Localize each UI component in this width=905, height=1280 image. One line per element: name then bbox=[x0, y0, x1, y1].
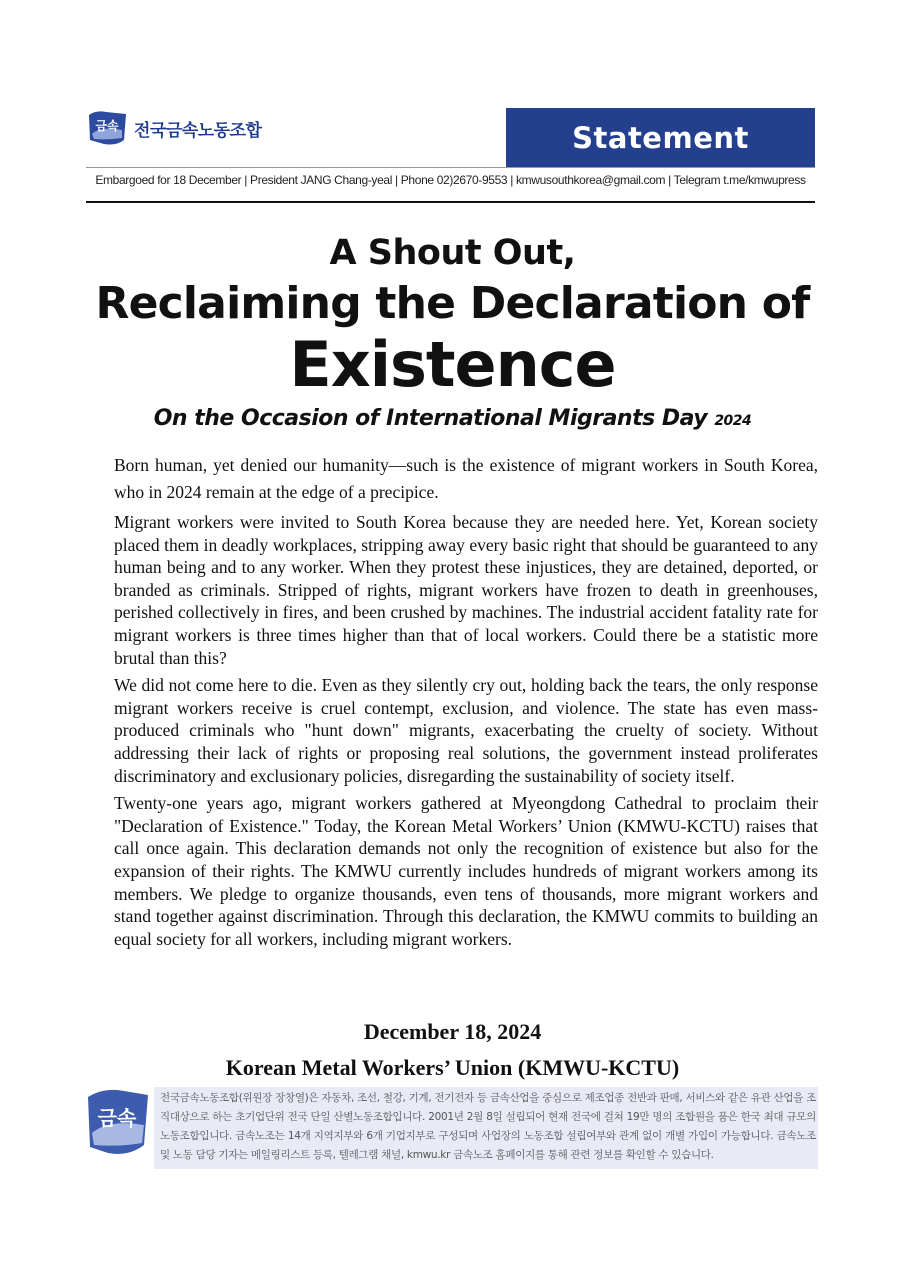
union-emblem-icon bbox=[86, 110, 128, 146]
subtitle-text: On the Occasion of International Migrants Day bbox=[153, 406, 708, 431]
subtitle bbox=[0, 406, 905, 431]
footer-emblem-icon bbox=[84, 1087, 152, 1159]
body-paragraph: Migrant workers were invited to South Korea because they are needed here. Yet, Korean society placed them in deadly workplaces, stripping away every basic right that should be guaranteed to any human being and to any worker. When they protest these injustices, they are detained, deported, or branded as criminals. Stripped of rights, migrant workers have frozen to death in greenhouses, perished collectively in fires, and been crushed by machines. The industrial accident fatality rate for migrant workers is three times higher than that of local workers. Could there be a statistic more brutal than this? bbox=[114, 512, 818, 668]
union-logo-text: 전국금속노동조합 bbox=[134, 120, 262, 141]
statement-label: Statement bbox=[506, 108, 815, 167]
footer-text: 전국금속노동조합(위원장 장창열)은 자동차, 조선, 철강, 기계, 전기전자 등 금속산업을 중심으로 제조업종 전반과 판매, 서비스와 같은 유관 산업을 조직대상으로 하는 초기업단위 전국 단일 산별노동조합입니다. 2001년 2월 8일 설립되어 현재 전국에 걸쳐 19만 명의 조합원을 품은 한국 최대 규모의 노동조합입니다. 금속노조는 14개 지역지부와 6개 기업지부로 구성되며 사업장의 노동조합 설립여부와 관계 없이 개별 가입이 가능합니다. 금속노조 및 노동 담당 기자는 메일링리스트 등록, 텔레그램 채널, kmwu.kr 금속노조 홈페이지를 통해 관련 정보를 확인할 수 있습니다. bbox=[160, 1092, 816, 1161]
title-line-2: Reclaiming the Declaration of bbox=[95, 278, 810, 329]
svg-text:금속: 금속 bbox=[97, 1106, 137, 1130]
statement-date: December 18, 2024 bbox=[363, 1019, 542, 1044]
svg-text:금속: 금속 bbox=[95, 119, 119, 133]
body-paragraph: Twenty-one years ago, migrant workers gathered at Myeongdong Cathedral to proclaim their "Declaration of Existence." Today, the Korean Metal Workers’ Union (KMWU-KCTU) raises that call once again. This declaration demands not only the recognition of existence but also for the expansion of their rights. The KMWU currently includes hundreds of migrant workers among its members. We pledge to organize thousands, even tens of thousands, more migrant workers and stand together against discrimination. Through this declaration, the KMWU commits to building an equal society for all workers, including migrant workers. bbox=[114, 793, 818, 949]
header-divider bbox=[86, 167, 815, 168]
subtitle-year: 2024 bbox=[714, 413, 752, 429]
title-line-1: A Shout Out, bbox=[329, 233, 576, 273]
statement-body bbox=[114, 452, 818, 955]
body-paragraph: We did not come here to die. Even as they silently cry out, holding back the tears, the only response migrant workers receive is cruel contempt, exclusion, and violence. The state has even mass-produced criminals who "hunt down" migrants, exacerbating the cruelty of society. Without addressing their lack of rights or proposing real solutions, the government instead proliferates discriminatory and exclusionary policies, disregarding the sustainability of society itself. bbox=[114, 675, 818, 786]
header-divider-bold bbox=[86, 201, 815, 203]
organization-name: Korean Metal Workers’ Union (KMWU-KCTU) bbox=[225, 1055, 680, 1080]
body-paragraph: Born human, yet denied our humanity―such is the existence of migrant workers in South Korea, who in 2024 remain at the edge of a precipice. bbox=[114, 455, 818, 502]
union-logo bbox=[86, 110, 261, 146]
title-line-3: Existence bbox=[289, 328, 616, 401]
contact-line: Embargoed for 18 December | President JANG Chang-yeal | Phone 02)2670-9553 | kmwusouthkorea@gmail.com | Telegram t.me/kmwupress bbox=[95, 173, 806, 187]
